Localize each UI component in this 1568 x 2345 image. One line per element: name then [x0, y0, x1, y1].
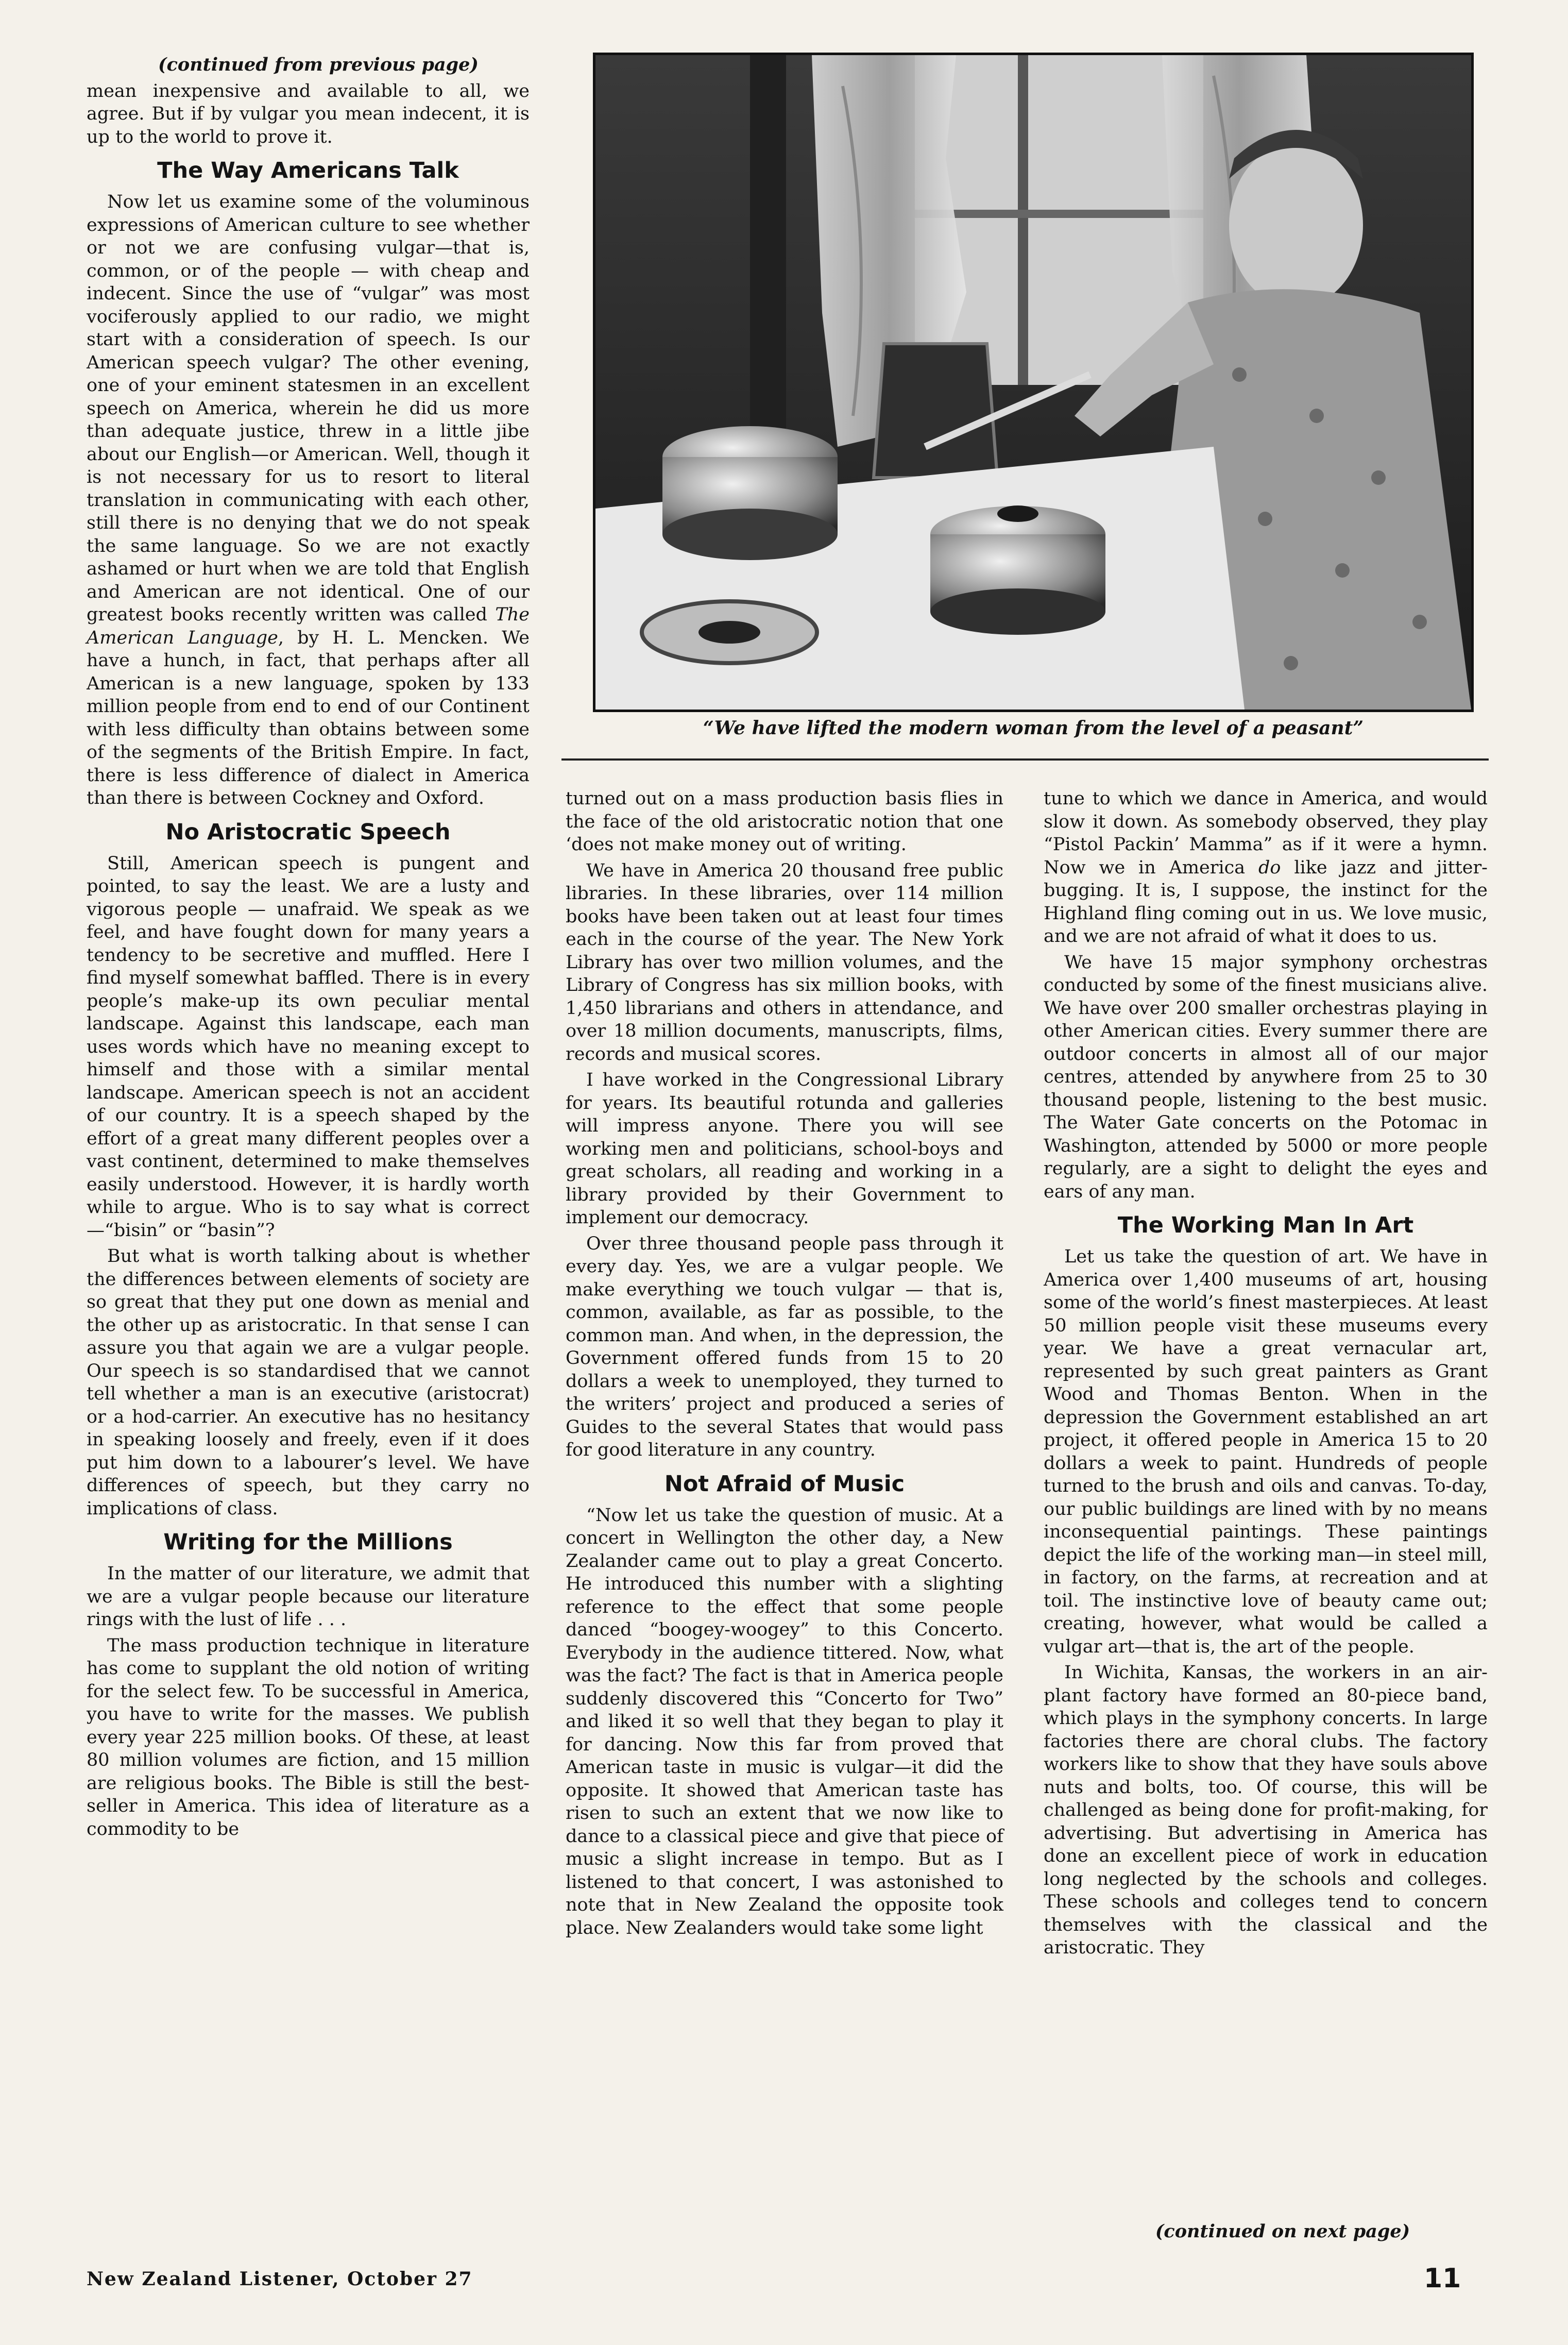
paragraph: Let us take the question of art. We have in America over 1,400 museums of art, housing some of the world’s finest masterpieces. At least 50 million people visit these museums every year. We have a great vernacular art, represented by such great painters as Grant Wood and Thomas Benton. When in the depression the Government established an art project, it offered people in America 15 to 20 dollars a week to paint. Hundreds of people turned to the brush and oils and canvas. To-day, our public buildings are lined with by no means inconsequential paintings. These paintings depict the life of the working man—in steel mill, in factory, on the farms, at recreation and at toil. The instinctive love of beauty came out; creating, however, what would be called a vulgar art—that is, the art of the people.: [1044, 1246, 1488, 1657]
kitchen-photo: [593, 53, 1474, 712]
paragraph: “Now let us take the question of music. At a concert in Wellington the other day, a New Zealander came out to play a great Concerto. He introduced this number with a slighting reference to the effect that some people danced “boogey-woogey” to this Concerto. Everybody in the audience tittered. Now, what was the fact? The fact is that in America people suddenly discovered this “Concerto for Two” and liked it so well that they began to play it for dancing. Now this far from proved that American taste in music is vulgar—it did the opposite. It showed that American taste has risen to such an extent that we now like to dance to a classical piece and give that piece of music a slight increase in tempo. But as I listened to that concert, I was astonished to note that in New Zealand the opposite took place. New Zealanders would take some light: [566, 1505, 1003, 1938]
paragraph: We have 15 major symphony orchestras conducted by some of the finest musicians alive. We have over 200 smaller orchestras playing in other American cities. Every summer there are outdoor concerts in almost all of our major centres, attended by anywhere from 25 to 30 thousand people, listening to the best music. The Water Gate concerts on the Potomac in Washington, attended by 5000 or more people regularly, are a sight to delight the eyes and ears of any man.: [1044, 952, 1488, 1202]
section-heading: The Working Man In Art: [1117, 1212, 1414, 1238]
paragraph-text: like jazz and jitter-bugging. It is, I suppose, the instinct for the Highland fling coming out in us. We love music, and we are not afraid of what it does to us.: [1044, 857, 1488, 947]
section-heading: Not Afraid of Music: [664, 1471, 905, 1497]
paragraph: We have in America 20 thousand free public libraries. In these libraries, over 114 million books have been taken out at least four times each in the course of the year. The New York Library has over two million volumes, and the Library of Congress has six million books, with 1,450 librarians and others in attendance, and over 18 million documents, manuscripts, films, records and musical scores.: [566, 860, 1003, 1065]
photo-caption: “We have lifted the modern woman from the level of a peasant”: [703, 717, 1364, 739]
divider-rule: [561, 758, 1489, 761]
paragraph: Over three thousand people pass through it every day. Yes, we are a vulgar people. We make everything we touch vulgar — that is, common, available, as far as possible, to the common man. And when, in the depression, the Government offered funds from 15 to 20 dollars a week to unemployed, they turned to the writers’ project and produced a series of Guides to the several States that would pass for good literature in any country.: [566, 1233, 1003, 1460]
section-heading: The Way Americans Talk: [157, 158, 459, 183]
continued-from-label: (continued from previous page): [158, 54, 479, 75]
paragraph: I have worked in the Congressional Library for years. Its beautiful rotunda and galleries will impress anyone. There you will see working men and politicians, school-boys and great scholars, all reading and working in a library provided by their Government to implement our democracy.: [566, 1070, 1003, 1228]
paragraph: [87, 191, 530, 810]
publication-footer: New Zealand Listener, October 27: [87, 2268, 473, 2290]
section-heading: Writing for the Millions: [163, 1529, 453, 1555]
woman-cooking-illustration: [595, 55, 1471, 710]
column-3: [1044, 787, 1488, 1963]
paragraph: turned out on a mass production basis flies in the face of the old aristocratic notion that one ‘does not make money out of writing.: [566, 788, 1003, 855]
paragraph: mean inexpensive and available to all, we agree. But if by vulgar you mean indecent, it is up to the world to prove it.: [87, 80, 530, 147]
paragraph: Still, American speech is pungent and pointed, to say the least. We are a lusty and vigorous people — unafraid. We speak as we feel, and have fought down for many years a tendency to be secretive and muffled. Here I find myself somewhat baffled. There is in every people’s make-up its own peculiar mental landscape. Against this landscape, each man uses words which have no meaning except to himself and those with a similar mental landscape. American speech is not an accident of our country. It is a speech shaped by the effort of a great many different peoples over a vast continent, determined to make themselves easily understood. However, it is hardly worth while to argue. Who is to say what is correct—“bisin” or “basin”?: [87, 853, 530, 1241]
book-title: The American Language: [87, 604, 530, 648]
column-1: [87, 54, 530, 1844]
paragraph-text: Now let us examine some of the voluminous expressions of American culture to see whether or not we are confusing vulgar—that is, common, or of the people — with cheap and indecent. Since the use of “vulgar” was most vociferously applied to our radio, we might start with a consideration of speech. Is our American speech vulgar? The other evening, one of your eminent statesmen in an excellent speech on America, wherein he did us more than adequate justice, threw in a little jibe about our English—or American. Well, though it is not necessary for us to resort to literal translation in communicating with each other, still there is no denying that we do not speak the same language. So we are not exactly ashamed or hurt when we are told that English and American are not identical. One of our greatest books recently written was called: [87, 192, 530, 625]
paragraph-text: tune to which we dance in America, and would slow it down. As somebody observed, they play “Pistol Packin’ Mamma” as if it were a hymn. Now we in America: [1044, 788, 1488, 878]
continued-next-label: (continued on next page): [1155, 2221, 1410, 2242]
section-heading: No Aristocratic Speech: [165, 819, 451, 845]
paragraph: [1044, 787, 1488, 948]
emphasis: do: [1258, 857, 1281, 878]
paragraph: The mass production technique in literature has come to supplant the old notion of writing for the select few. To be successful in America, you have to write for the masses. We publish every year 225 million books. Of these, at least 80 million volumes are fiction, and 15 million are religious books. The Bible is still the best-seller in America. This idea of literature as a commodity to be: [87, 1635, 530, 1840]
column-2: [566, 787, 1003, 1943]
paragraph: In Wichita, Kansas, the workers in an air-plant factory have formed an 80-piece band, which plays in the symphony concerts. In large factories there are choral clubs. The factory workers like to show that they have souls above nuts and bolts, too. Of course, this will be challenged as being done for profit-making, for advertising. But advertising in America has done an excellent piece of work in education long neglected by the schools and colleges. These schools and colleges tend to concern themselves with the classical and the aristocratic. They: [1044, 1662, 1488, 1958]
page-number: 11: [1424, 2263, 1461, 2294]
paragraph-text: , by H. L. Mencken. We have a hunch, in fact, that perhaps after all American is a new language, spoken by 133 million people from end to end of our Continent with less difficulty than obtains between some of the segments of the British Empire. In fact, there is less difference of dialect in America than there is between Cockney and Oxford.: [87, 627, 530, 808]
paragraph: But what is worth talking about is whether the differences between elements of society are so great that they put one down as menial and the other up as aristocratic. In that sense I can assure you that again we are a vulgar people. Our speech is so standardised that we cannot tell whether a man is an executive (aristocrat) or a hod-carrier. An executive has no hesitancy in speaking loosely and freely, even if it does put him down to a labourer’s level. We have differences of speech, but they carry no implications of class.: [87, 1246, 530, 1519]
paragraph: In the matter of our literature, we admit that we are a vulgar people because our literature rings with the lust of life . . .: [87, 1563, 530, 1630]
